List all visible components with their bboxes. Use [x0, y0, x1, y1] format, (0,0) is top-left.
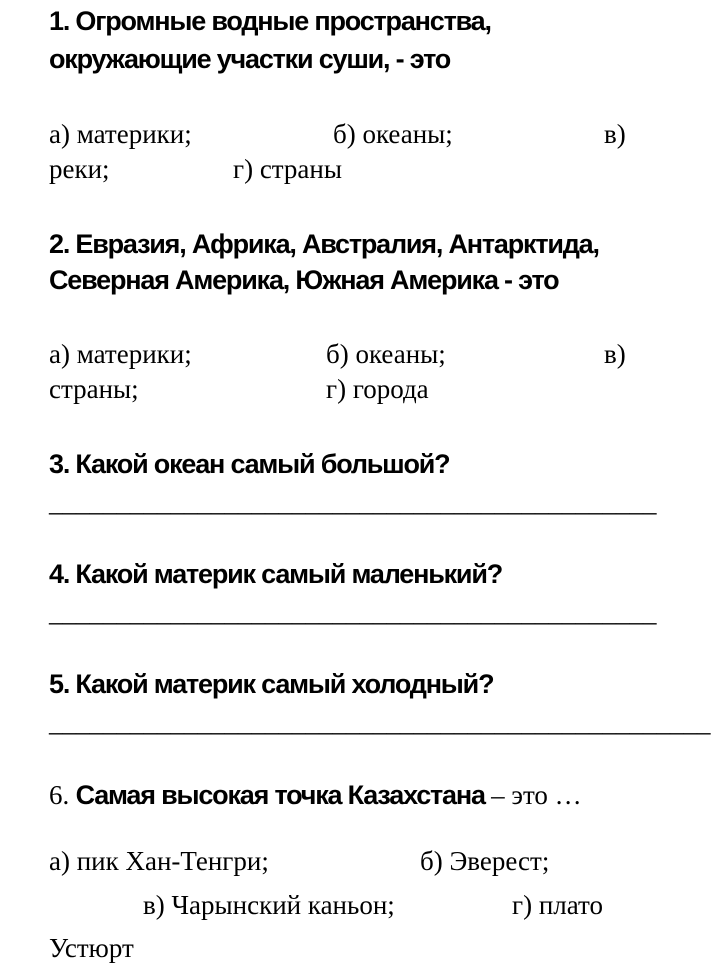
q2-option-v-continued: страны;	[49, 374, 139, 404]
q6-option-b: б) Эверест;	[420, 846, 550, 876]
question-1-line-1: 1. Огромные водные пространства,	[49, 6, 491, 36]
q1-option-v-continued: реки;	[49, 154, 110, 184]
answer-line-5: _________________________________________________	[49, 707, 711, 737]
question-6-number: 6.	[49, 780, 70, 810]
q6-option-a: а) пик Хан-Тенгри;	[49, 846, 269, 876]
answer-line-4: _____________________________________________	[49, 597, 657, 627]
q6-option-v: в) Чарынский каньон;	[143, 890, 395, 920]
q1-option-b: б) океаны;	[333, 119, 453, 149]
q1-option-g: г) страны	[233, 154, 343, 184]
q6-option-g-continued: Устюрт	[49, 933, 134, 963]
question-5: 5. Какой материк самый холодный?	[49, 669, 494, 699]
q2-option-v: в)	[604, 339, 626, 369]
q2-option-a: а) материки;	[49, 339, 192, 369]
q2-option-g: г) города	[326, 374, 429, 404]
question-2-line-1: 2. Евразия, Африка, Австралия, Антарктида,	[49, 229, 599, 259]
q6-option-g: г) плато	[512, 890, 603, 920]
question-1-line-2: окружающие участки суши, - это	[49, 44, 451, 74]
question-6-tail: – это …	[491, 780, 582, 810]
q2-option-b: б) океаны;	[326, 339, 446, 369]
question-3: 3. Какой океан самый большой?	[49, 449, 450, 479]
question-6	[49, 780, 582, 811]
answer-line-3: _____________________________________________	[49, 487, 657, 517]
question-2-line-2: Северная Америка, Южная Америка - это	[49, 265, 559, 295]
question-6-text: Самая высокая точка Казахстана	[75, 780, 485, 810]
q1-option-v: в)	[604, 119, 626, 149]
question-4: 4. Какой материк самый маленький?	[49, 559, 503, 589]
q1-option-a: а) материки;	[49, 119, 192, 149]
